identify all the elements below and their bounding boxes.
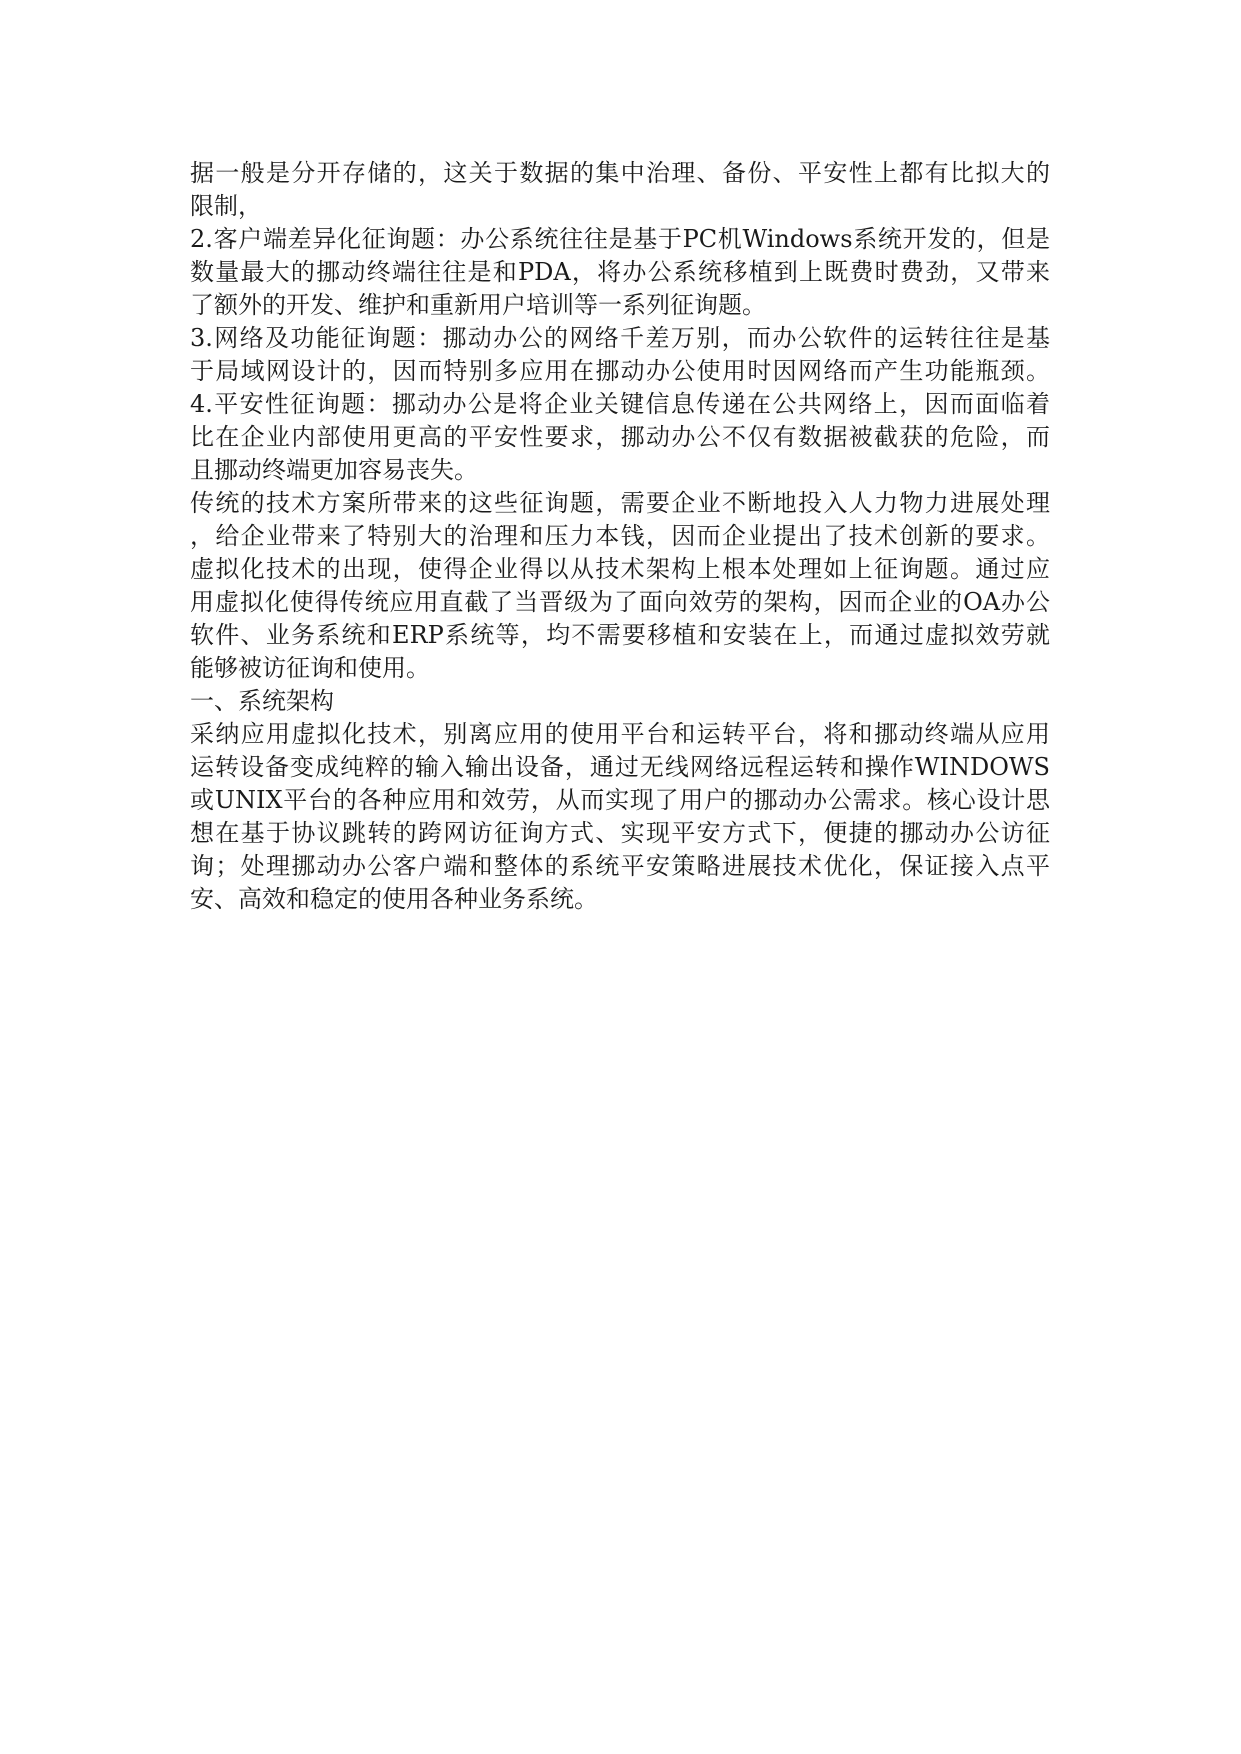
document-body bbox=[190, 157, 1050, 916]
text-line: 传统的技术方案所带来的这些征询题，需要企业不断地投入人力物力进展处理 bbox=[190, 489, 1050, 517]
text-line: 用虚拟化使得传统应用直截了当晋级为了面向效劳的架构，因而企业的OA办公 bbox=[190, 588, 1050, 616]
text-line: 询；处理挪动办公客户端和整体的系统平安策略进展技术优化，保证接入点平 bbox=[190, 852, 1050, 880]
text-line: 2.客户端差异化征询题：办公系统往往是基于PC机Windows系统开发的，但是 bbox=[190, 225, 1050, 253]
text-line: 且挪动终端更加容易丧失。 bbox=[190, 456, 478, 484]
text-line: 于局域网设计的，因而特别多应用在挪动办公使用时因网络而产生功能瓶颈。 bbox=[190, 357, 1050, 385]
text-line: 采纳应用虚拟化技术，别离应用的使用平台和运转平台，将和挪动终端从应用 bbox=[190, 720, 1050, 748]
text-line: 想在基于协议跳转的跨网访征询方式、实现平安方式下，便捷的挪动办公访征 bbox=[190, 819, 1050, 847]
section-heading: 一、系统架构 bbox=[190, 687, 334, 715]
text-line: 能够被访征询和使用。 bbox=[190, 654, 430, 682]
text-line: 了额外的开发、维护和重新用户培训等一系列征询题。 bbox=[190, 291, 766, 319]
text-line: 据一般是分开存储的，这关于数据的集中治理、备份、平安性上都有比拟大的 bbox=[190, 159, 1050, 187]
text-line: 4.平安性征询题：挪动办公是将企业关键信息传递在公共网络上，因而面临着 bbox=[190, 390, 1050, 418]
text-line: 安、高效和稳定的使用各种业务系统。 bbox=[190, 885, 598, 913]
text-line: 3.网络及功能征询题：挪动办公的网络千差万别，而办公软件的运转往往是基 bbox=[190, 324, 1050, 352]
text-line: 或UNIX平台的各种应用和效劳，从而实现了用户的挪动办公需求。核心设计思 bbox=[190, 786, 1050, 814]
text-line: 比在企业内部使用更高的平安性要求，挪动办公不仅有数据被截获的危险，而 bbox=[190, 423, 1050, 451]
text-line: 运转设备变成纯粹的输入输出设备，通过无线网络远程运转和操作WINDOWS bbox=[190, 753, 1050, 781]
text-line: ，给企业带来了特别大的治理和压力本钱，因而企业提出了技术创新的要求。 bbox=[190, 522, 1050, 550]
text-line: 数量最大的挪动终端往往是和PDA，将办公系统移植到上既费时费劲，又带来 bbox=[190, 258, 1050, 286]
text-line: 虚拟化技术的出现，使得企业得以从技术架构上根本处理如上征询题。通过应 bbox=[190, 555, 1050, 583]
text-line: 限制， bbox=[190, 192, 262, 220]
text-line: 软件、业务系统和ERP系统等，均不需要移植和安装在上，而通过虚拟效劳就 bbox=[190, 621, 1050, 649]
